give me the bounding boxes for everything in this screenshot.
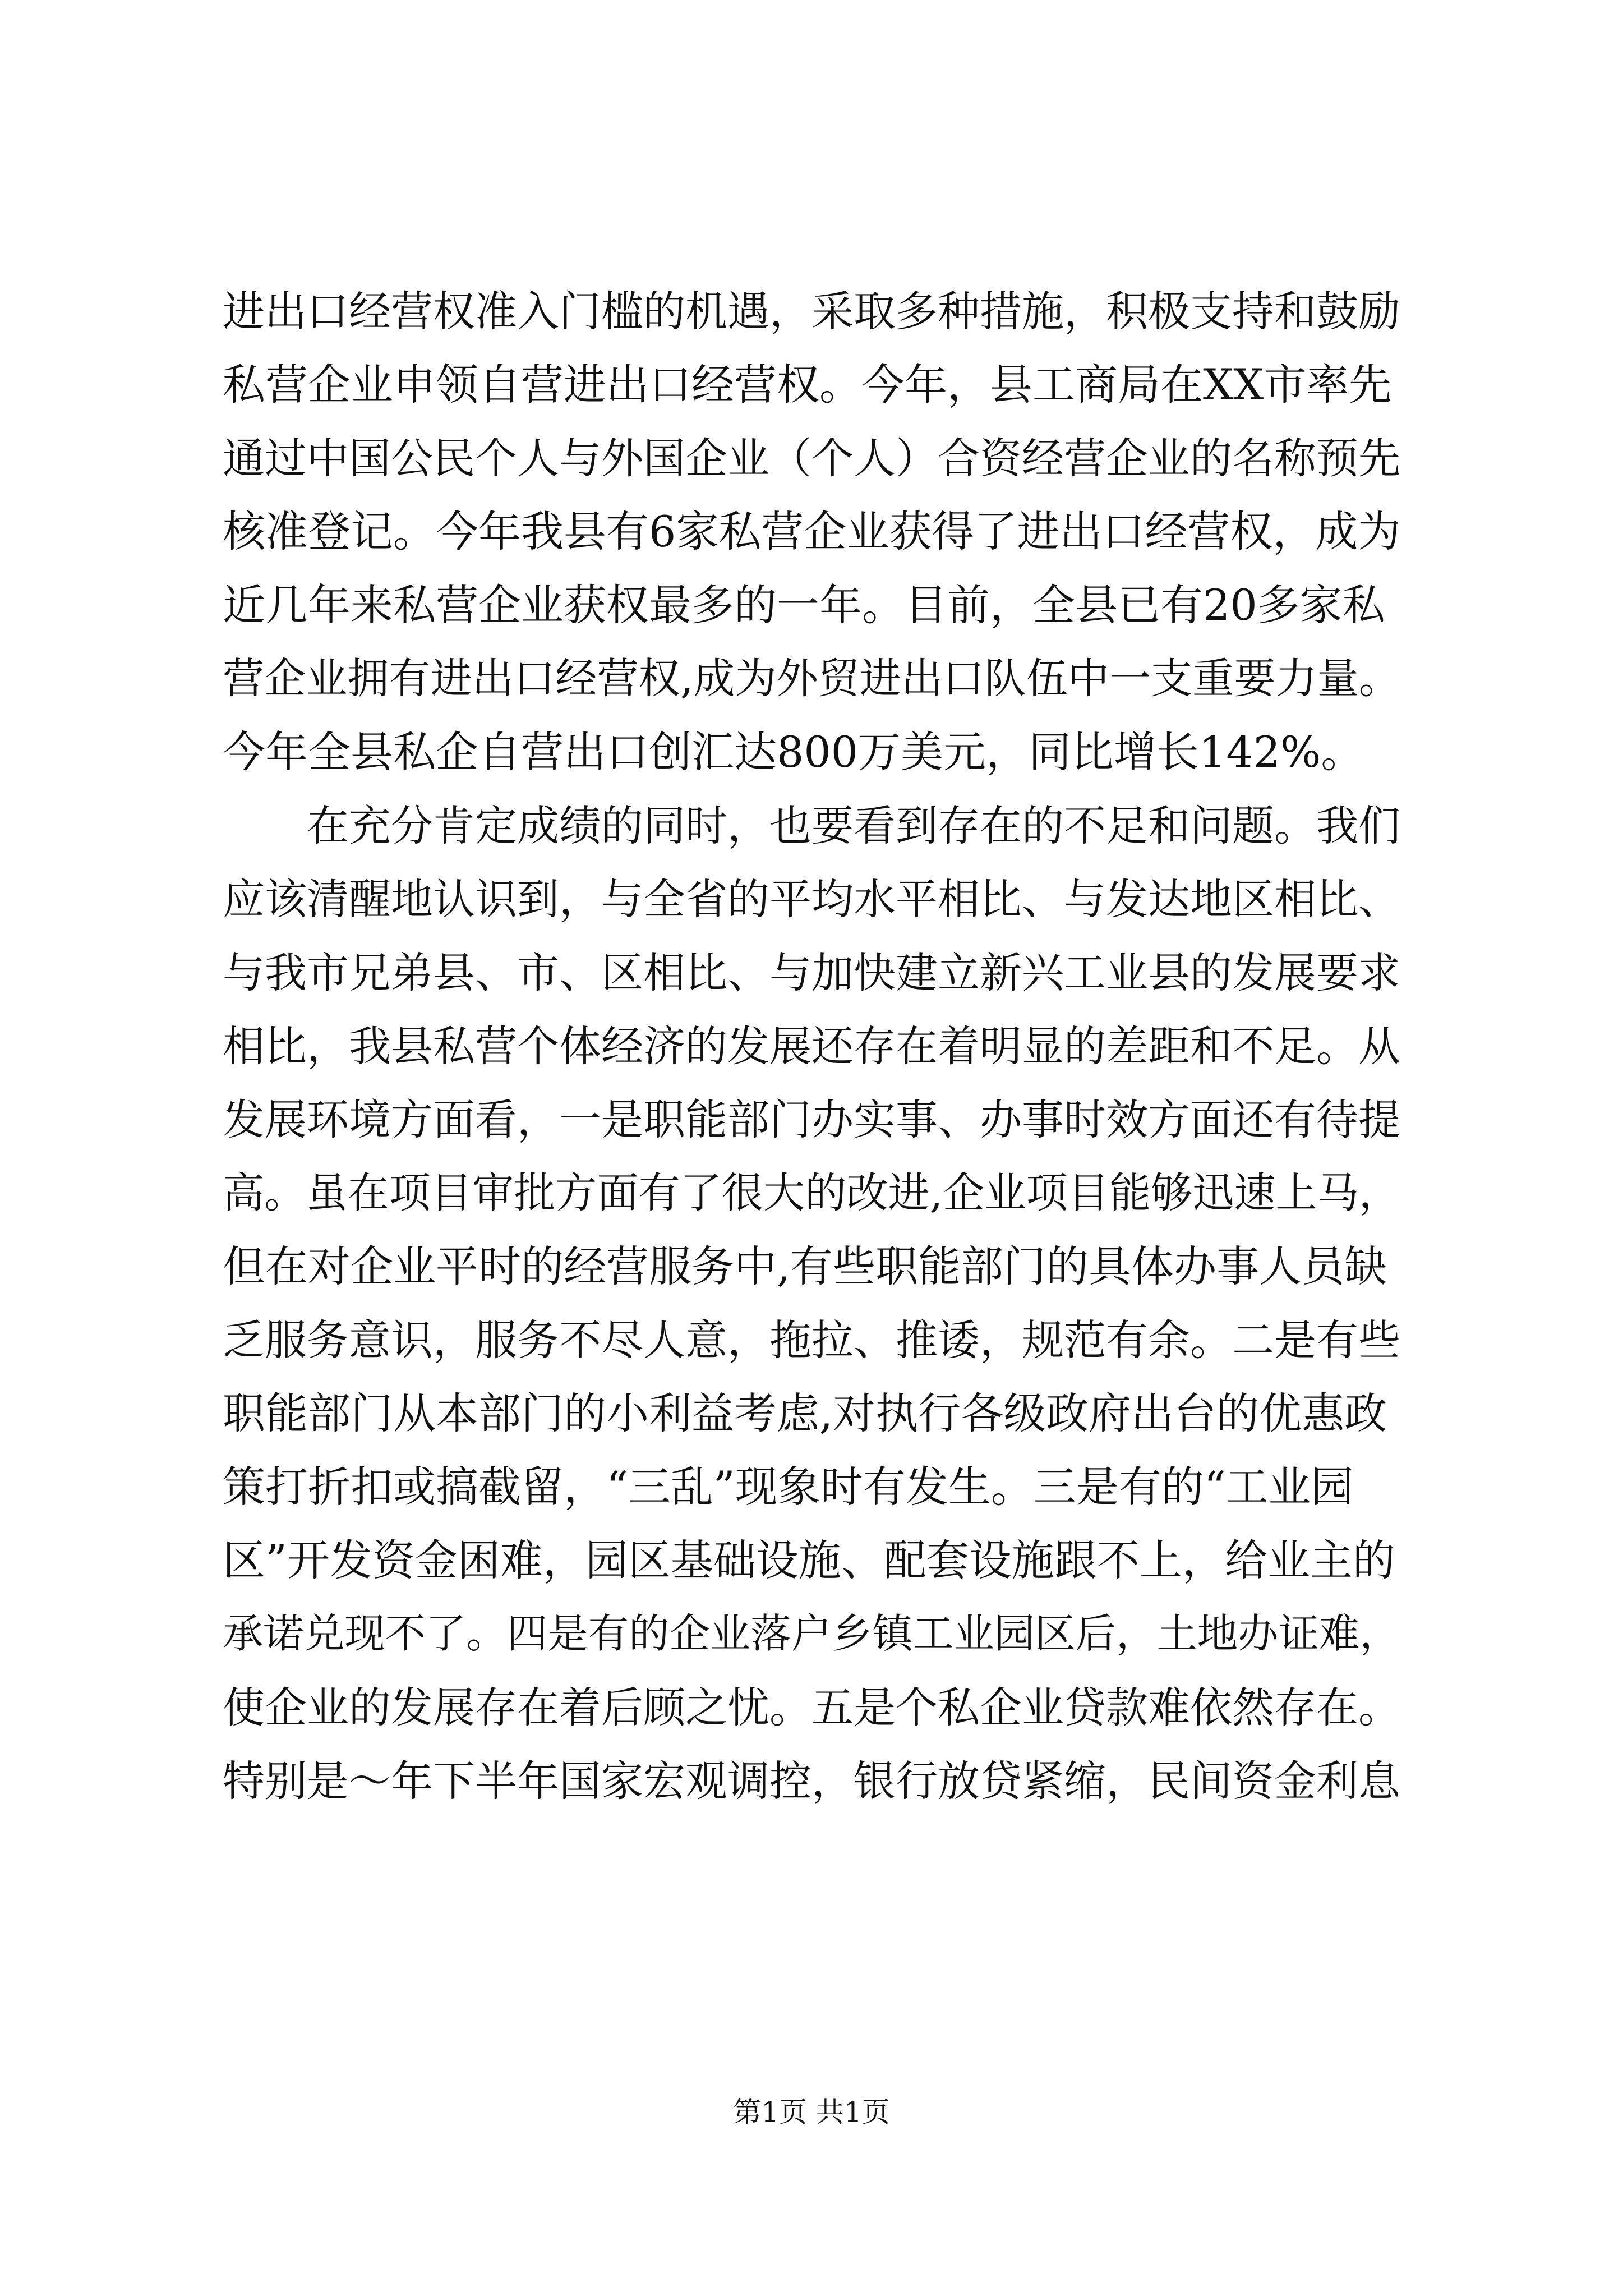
text-line: 策打折扣或搞截留，“三乱”现象时有发生。三是有的“工业园 xyxy=(223,1462,1354,1512)
text-line: 近几年来私营企业获权最多的一年。目前，全县已有20多家私 xyxy=(223,580,1385,630)
text-line: 相比，我县私营个体经济的发展还存在着明显的差距和不足。从 xyxy=(223,1022,1401,1071)
text-line: 职能部门从本部门的小利益考虑,对执行各级政府出台的优惠政 xyxy=(223,1388,1387,1438)
text-line: 通过中国公民个人与外国企业（个人）合资经营企业的名称预先 xyxy=(223,434,1401,483)
text-line: 与我市兄弟县、市、区相比、与加快建立新兴工业县的发展要求 xyxy=(223,948,1401,997)
text-line: 核准登记。今年我县有6家私营企业获得了进出口经营权，成为 xyxy=(223,507,1401,556)
text-line: 使企业的发展存在着后顾之忧。五是个私企业贷款难依然存在。 xyxy=(223,1683,1401,1732)
text-line: 乏服务意识，服务不尽人意，拖拉、推诿，规范有余。二是有些 xyxy=(223,1315,1401,1365)
text-line: 承诺兑现不了。四是有的企业落户乡镇工业园区后，土地办证难， xyxy=(223,1611,1400,1658)
text-line: 今年全县私企自营出口创汇达800万美元，同比增长142%。 xyxy=(223,727,1364,777)
text-line: 特别是～年下半年国家宏观调控，银行放贷紧缩，民间资金利息 xyxy=(223,1756,1401,1806)
text-line: 私营企业申领自营进出口经营权。今年，县工商局在XX市率先 xyxy=(223,360,1392,409)
page-footer: 第1页 共1页 xyxy=(733,2096,890,2128)
text-line: 但在对企业平时的经营服务中,有些职能部门的具体办事人员缺 xyxy=(223,1241,1387,1291)
text-line: 进出口经营权准入门槛的机遇，采取多种措施，积极支持和鼓励 xyxy=(223,287,1401,336)
text-line: 营企业拥有进出口经营权,成为外贸进出口队伍中一支重要力量。 xyxy=(223,655,1400,703)
text-line: 在充分肯定成绩的同时，也要看到存在的不足和问题。我们 xyxy=(223,801,1401,850)
text-line: 高。虽在项目审批方面有了很大的改进,企业项目能够迅速上马， xyxy=(223,1169,1400,1217)
text-line: 发展环境方面看，一是职能部门办实事、办事时效方面还有待提 xyxy=(223,1095,1401,1144)
text-line: 应该清醒地认识到，与全省的平均水平相比、与发达地区相比、 xyxy=(223,875,1401,924)
text-line: 区”开发资金困难，园区基础设施、配套设施跟不上，给业主的 xyxy=(223,1535,1395,1585)
